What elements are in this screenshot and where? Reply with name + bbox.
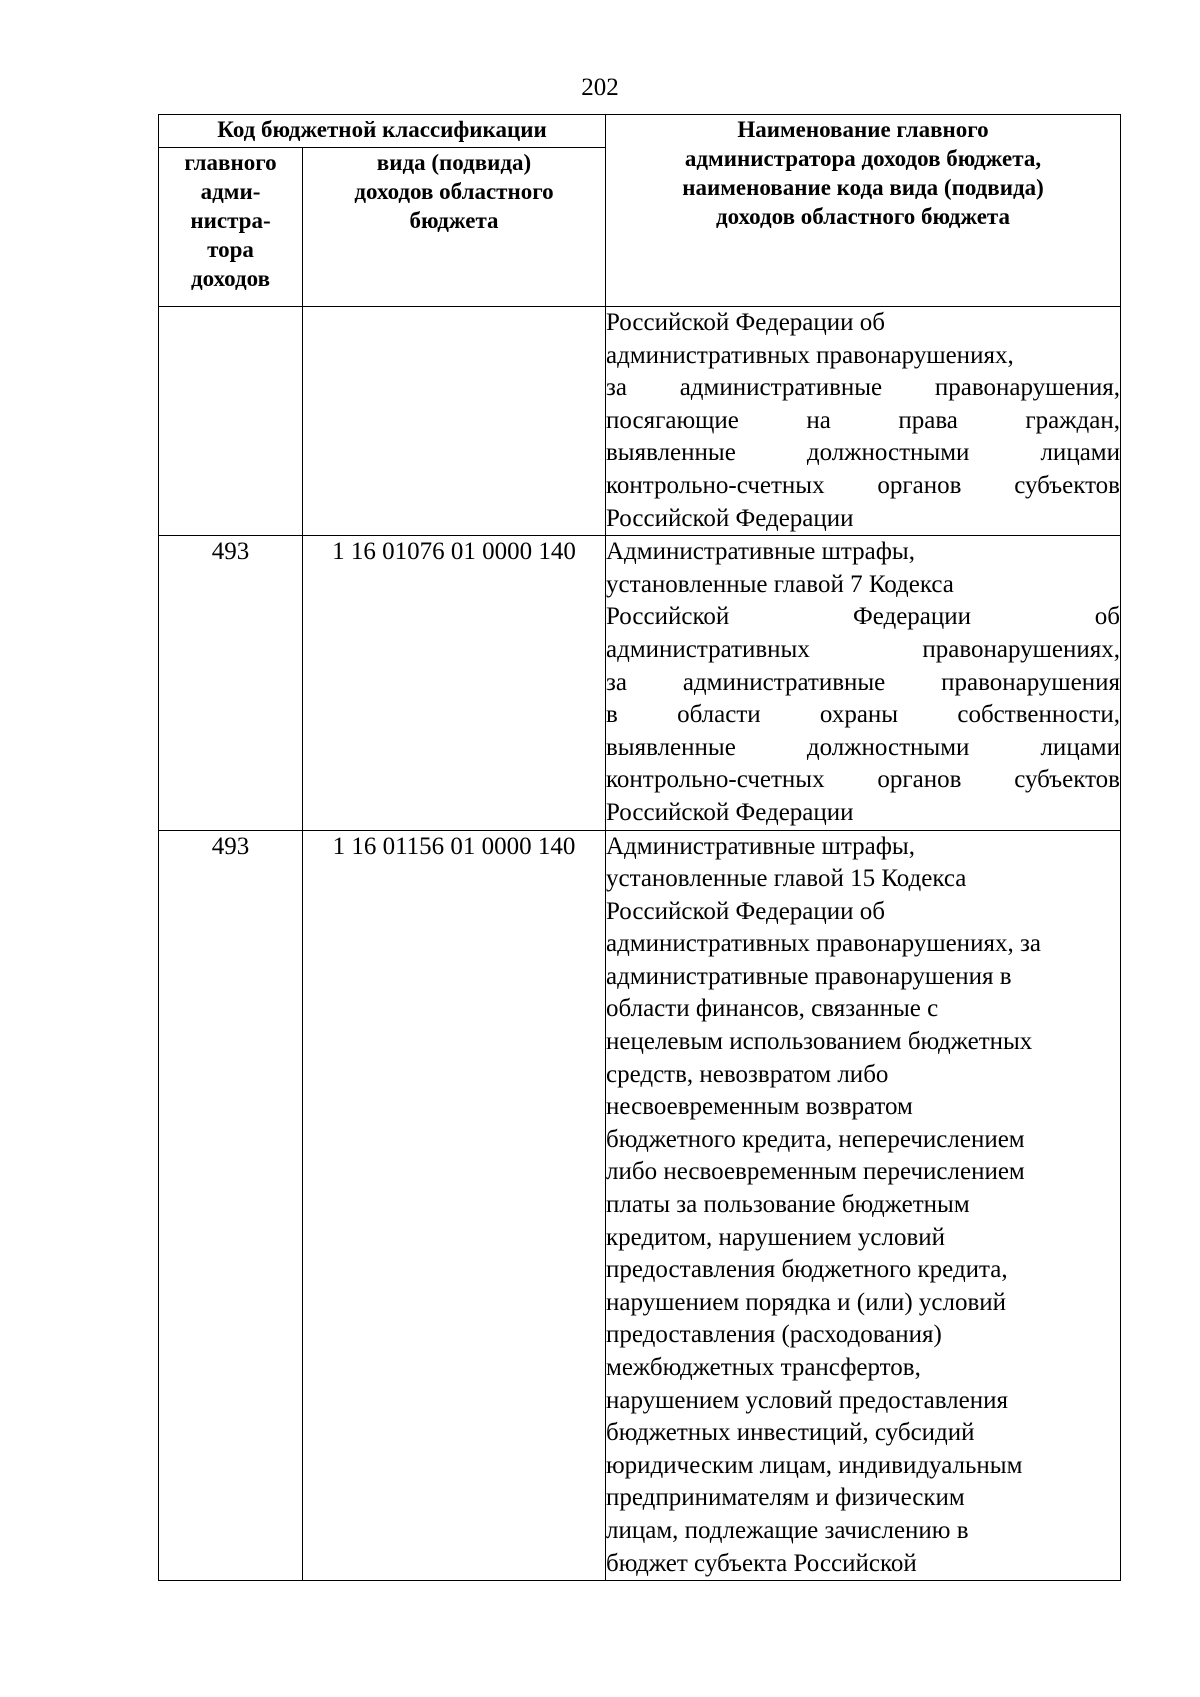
page-number: 202 [581, 74, 619, 101]
header-admin-line: доходов [190, 266, 270, 291]
header-admin-line: тора [207, 237, 254, 262]
header-budget-classification-code: Код бюджетной классификации [159, 115, 606, 148]
header-name-column [606, 115, 1121, 307]
description-line: за административные правонарушения, [606, 374, 1120, 402]
description-line: контрольно-счетных органов субъектов [606, 766, 1120, 794]
description-line: несвоевременным возвратом [606, 1093, 913, 1121]
header-kbk-line: доходов областного [354, 179, 554, 204]
header-name-line: наименование кода вида (подвида) [682, 175, 1044, 200]
description-line: бюджетного кредита, неперечислением [606, 1125, 1025, 1153]
description-line: выявленные должностными лицами [606, 733, 1120, 761]
header-admin-line: нистра- [190, 208, 271, 233]
header-name-line: доходов областного бюджета [715, 204, 1011, 229]
description-line: административных правонарушениях, за [606, 930, 1041, 958]
table-row [159, 307, 1121, 536]
description-line: лицам, подлежащие зачислению в [606, 1516, 969, 1544]
description-line: Российской Федерации об [606, 309, 885, 336]
description-line: административных правонарушениях, [606, 635, 1120, 663]
description-line: бюджетных инвестиций, субсидий [606, 1419, 975, 1447]
description-line: контрольно-счетных органов субъектов [606, 471, 1120, 499]
description-cell [606, 536, 1121, 830]
admin-code-cell: 493 [159, 830, 303, 1581]
description-line: посягающие на права граждан, [606, 406, 1120, 434]
admin-code-cell: 493 [159, 536, 303, 830]
description-cell [606, 830, 1121, 1581]
description-line: юридическим лицам, индивидуальным [606, 1451, 1023, 1479]
description-line: установленные главой 15 Кодекса [606, 865, 967, 893]
budget-classification-table [158, 114, 1121, 1581]
header-name-line: Наименование главного [737, 117, 989, 142]
description-line: предоставления бюджетного кредита, [606, 1256, 1008, 1284]
table-body [159, 307, 1121, 1581]
description-line: бюджет субъекта Российской [606, 1549, 917, 1577]
description-line: Административные штрафы, [606, 832, 915, 860]
description-line: кредитом, нарушением условий [606, 1223, 946, 1251]
kbk-code-cell [303, 307, 606, 536]
header-admin-line: главного [184, 150, 277, 175]
header-kbk-line: бюджета [409, 208, 499, 233]
description-line: выявленные должностными лицами [606, 439, 1120, 467]
header-name-line: администратора доходов бюджета, [684, 146, 1042, 171]
description-line: нарушением порядка и (или) условий [606, 1288, 1007, 1316]
kbk-code-cell: 1 16 01076 01 0000 140 [303, 536, 606, 830]
description-line: в области охраны собственности, [606, 701, 1120, 729]
description-line: предпринимателям и физическим [606, 1484, 965, 1512]
table-row [159, 830, 1121, 1581]
description-line: административные правонарушения в [606, 962, 1012, 990]
description-line: области финансов, связанные с [606, 995, 939, 1023]
header-admin-column [159, 148, 303, 307]
kbk-code-cell: 1 16 01156 01 0000 140 [303, 830, 606, 1581]
admin-code-cell [159, 307, 303, 536]
description-line: средств, невозвратом либо [606, 1060, 889, 1088]
description-line: административных правонарушениях, [606, 341, 1014, 369]
description-cell [606, 307, 1121, 536]
header-kbk-column [303, 148, 606, 307]
description-line: межбюджетных трансфертов, [606, 1354, 921, 1381]
description-line: Российской Федерации об [606, 603, 1120, 631]
description-line: нецелевым использованием бюджетных [606, 1028, 1033, 1056]
description-line: Административные штрафы, [606, 538, 915, 566]
header-kbk-line: вида (подвида) [376, 150, 532, 175]
description-line: либо несвоевременным перечислением [606, 1158, 1025, 1186]
table-row [159, 536, 1121, 830]
description-line: Российской Федерации об [606, 897, 885, 925]
description-line: за административные правонарушения [606, 668, 1120, 696]
description-line: нарушением условий предоставления [606, 1386, 1009, 1414]
description-line: предоставления (расходования) [606, 1321, 942, 1349]
description-line: Российской Федерации [606, 504, 854, 532]
description-line: установленные главой 7 Кодекса [606, 570, 954, 598]
header-admin-line: адми- [200, 179, 261, 204]
description-line: Российской Федерации [606, 798, 854, 826]
description-line: платы за пользование бюджетным [606, 1191, 970, 1219]
